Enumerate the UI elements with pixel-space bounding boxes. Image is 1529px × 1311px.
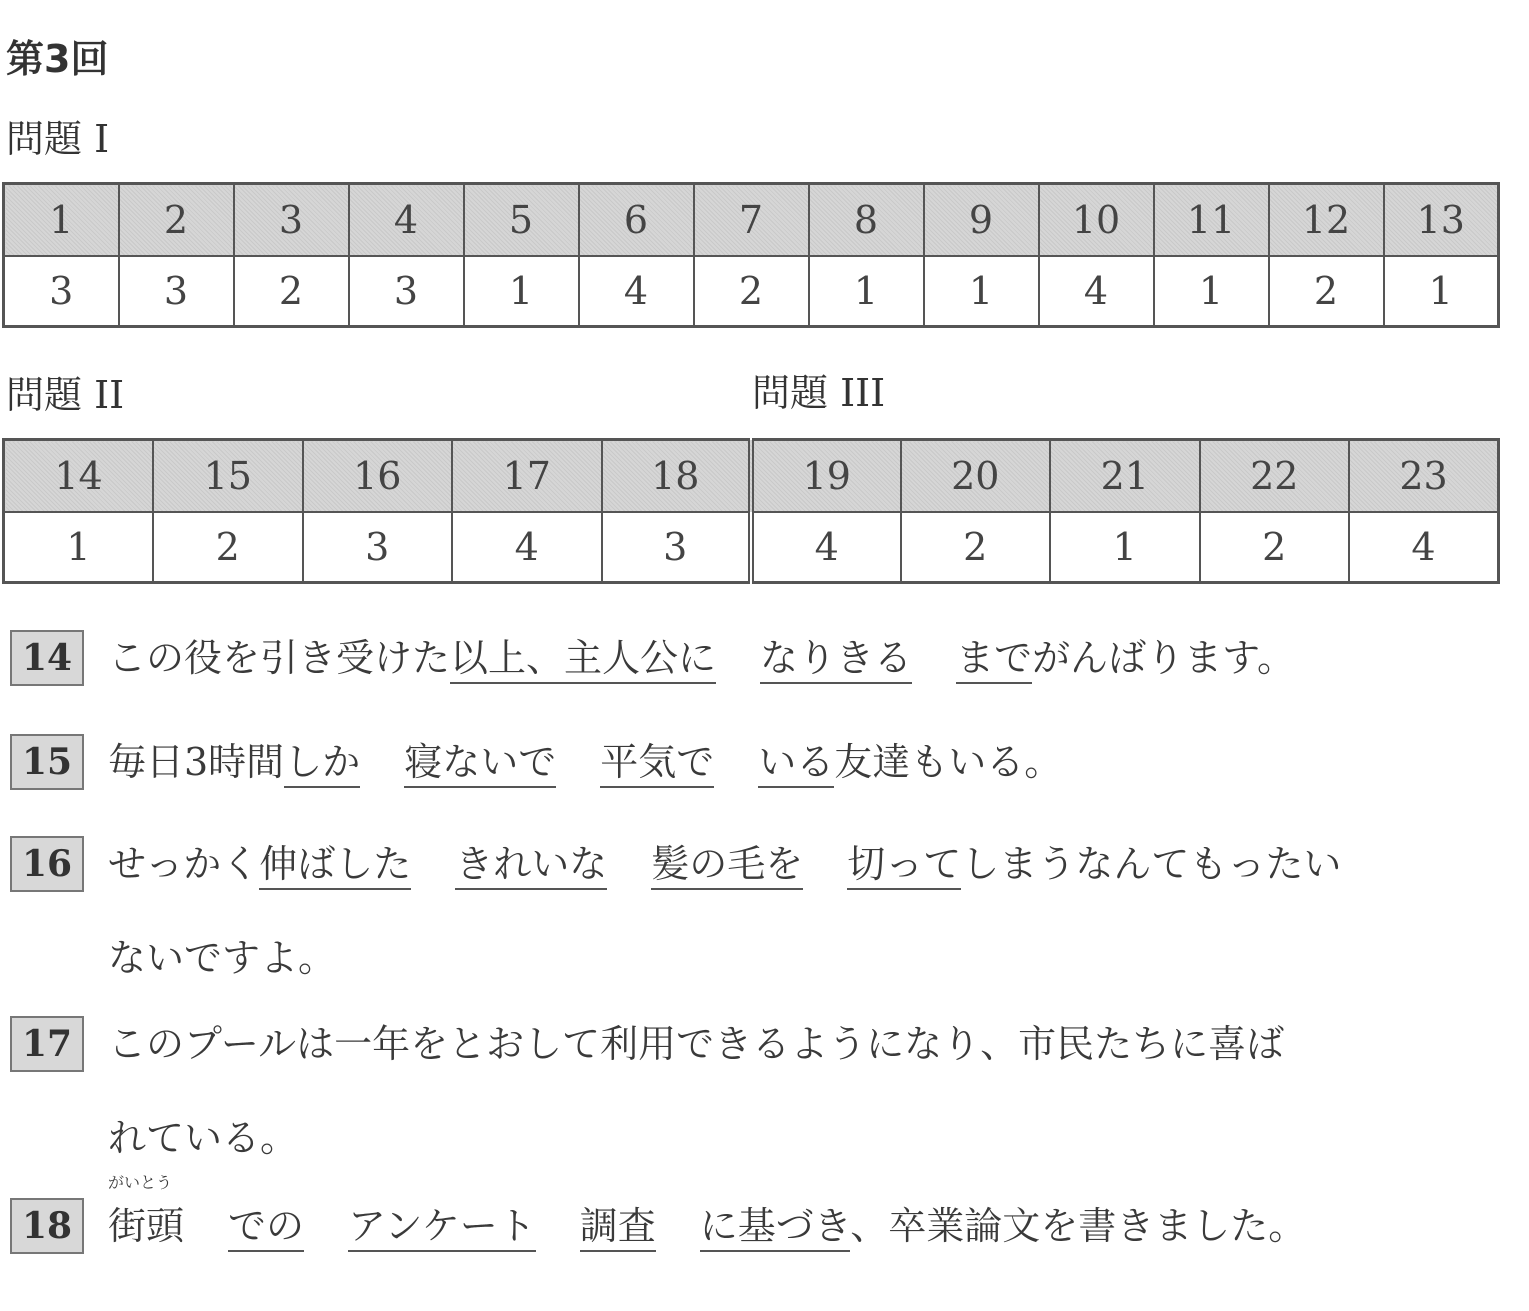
question-number-cell: 3	[234, 184, 349, 257]
table-header-row	[4, 440, 1499, 513]
underlined-segment-3: 調査	[580, 1204, 656, 1252]
mondai-2-label: 問題 II	[6, 373, 125, 417]
question-number-cell: 23	[1349, 440, 1499, 513]
underlined-segment-1: しか	[284, 740, 360, 788]
text-pre: せっかく	[108, 842, 260, 886]
question-number-cell: 15	[153, 440, 303, 513]
answer-cell: 2	[694, 256, 809, 327]
question-number-cell: 19	[751, 440, 901, 513]
question-number-cell: 13	[1384, 184, 1499, 257]
question-number-cell: 7	[694, 184, 809, 257]
answer-cell: 1	[1154, 256, 1269, 327]
answer-cell: 4	[579, 256, 694, 327]
question-number-cell: 6	[579, 184, 694, 257]
answer-cell: 1	[1384, 256, 1499, 327]
question-number: 14	[10, 630, 84, 686]
answer-cell: 2	[1200, 512, 1350, 583]
text-pre: 毎日3時間	[108, 740, 285, 784]
ruby-word	[108, 1173, 185, 1254]
text-post: がんばります。	[1032, 636, 1296, 680]
text-post: しまうなんてもったい	[961, 842, 1342, 886]
answer-cell: 2	[234, 256, 349, 327]
answer-cell: 3	[4, 256, 119, 327]
text-post: 友達もいる。	[834, 740, 1063, 784]
table-answer-row	[4, 256, 1499, 327]
answer-cell: 4	[1349, 512, 1499, 583]
question-number-cell: 8	[809, 184, 924, 257]
question-number-cell: 18	[602, 440, 752, 513]
answer-cell: 3	[349, 256, 464, 327]
page-title: 第3回	[6, 37, 109, 81]
answer-cell: 2	[153, 512, 303, 583]
question-number-cell: 4	[349, 184, 464, 257]
question-number: 16	[10, 836, 84, 892]
answer-cell: 3	[119, 256, 234, 327]
question-number-cell: 12	[1269, 184, 1384, 257]
question-text-line-2: ないですよ。	[108, 936, 337, 980]
underlined-segment-4: まで	[956, 636, 1032, 684]
underlined-segment-2: きれいな	[455, 842, 607, 890]
underlined-segment-4: 切って	[847, 842, 961, 890]
question-number-cell: 16	[303, 440, 453, 513]
question-number: 15	[10, 734, 84, 790]
underlined-segment-3: 平気で	[600, 740, 714, 788]
answer-table-1	[2, 182, 1500, 328]
mondai-3-label: 問題 III	[752, 371, 886, 415]
question-number-cell: 17	[452, 440, 602, 513]
answer-cell: 1	[1050, 512, 1200, 583]
question-number-cell: 2	[119, 184, 234, 257]
underlined-segment-2: アンケート	[348, 1204, 536, 1252]
answer-cell: 4	[452, 512, 602, 583]
question-text: このプールは一年をとおして利用できるようになり、市民たちに喜ば	[108, 1022, 1285, 1066]
table-answer-row	[4, 512, 1499, 583]
question-text	[108, 630, 1295, 686]
text-pre: 街頭	[108, 1204, 185, 1248]
underlined-segment-3: なりきる	[760, 636, 912, 684]
underlined-segment-1: 伸ばした	[259, 842, 411, 890]
question-number-cell: 21	[1050, 440, 1200, 513]
furigana: がいとう	[108, 1173, 173, 1192]
mondai-1-label: 問題 I	[6, 117, 110, 161]
underlined-segment-1: での	[228, 1204, 304, 1252]
underlined-segment-2: 主人公に	[564, 636, 716, 684]
underlined-segment-3: 髪の毛を	[651, 842, 803, 890]
question-number-cell: 14	[4, 440, 154, 513]
question-number: 17	[10, 1016, 84, 1072]
question-number-cell: 11	[1154, 184, 1269, 257]
answer-cell: 1	[4, 512, 154, 583]
question-number: 18	[10, 1198, 84, 1254]
underlined-segment-4: に基づき	[700, 1204, 850, 1252]
question-number-cell: 10	[1039, 184, 1154, 257]
question-number-cell: 20	[901, 440, 1051, 513]
answer-cell: 1	[809, 256, 924, 327]
answer-cell: 3	[303, 512, 453, 583]
answer-table-2	[2, 438, 1500, 584]
question-number-cell: 1	[4, 184, 119, 257]
underlined-segment-4: いる	[758, 740, 834, 788]
question-number-cell: 5	[464, 184, 579, 257]
answer-cell: 2	[901, 512, 1051, 583]
question-text	[108, 734, 1062, 790]
text-pre: この役を引き受けた	[108, 636, 451, 680]
question-text-line-2: れている。	[108, 1116, 299, 1160]
answer-cell: 4	[1039, 256, 1154, 327]
answer-cell: 2	[1269, 256, 1384, 327]
answer-cell: 3	[602, 512, 752, 583]
answer-cell: 4	[751, 512, 901, 583]
question-text	[108, 836, 1341, 892]
underlined-segment-2: 寝ないで	[404, 740, 556, 788]
answer-cell: 1	[924, 256, 1039, 327]
question-text	[108, 1173, 1307, 1254]
text-post: 、卒業論文を書きました。	[850, 1204, 1307, 1248]
question-number-cell: 9	[924, 184, 1039, 257]
answer-cell: 1	[464, 256, 579, 327]
table-header-row	[4, 184, 1499, 257]
underlined-segment-1: 以上、	[450, 636, 564, 684]
question-number-cell: 22	[1200, 440, 1350, 513]
